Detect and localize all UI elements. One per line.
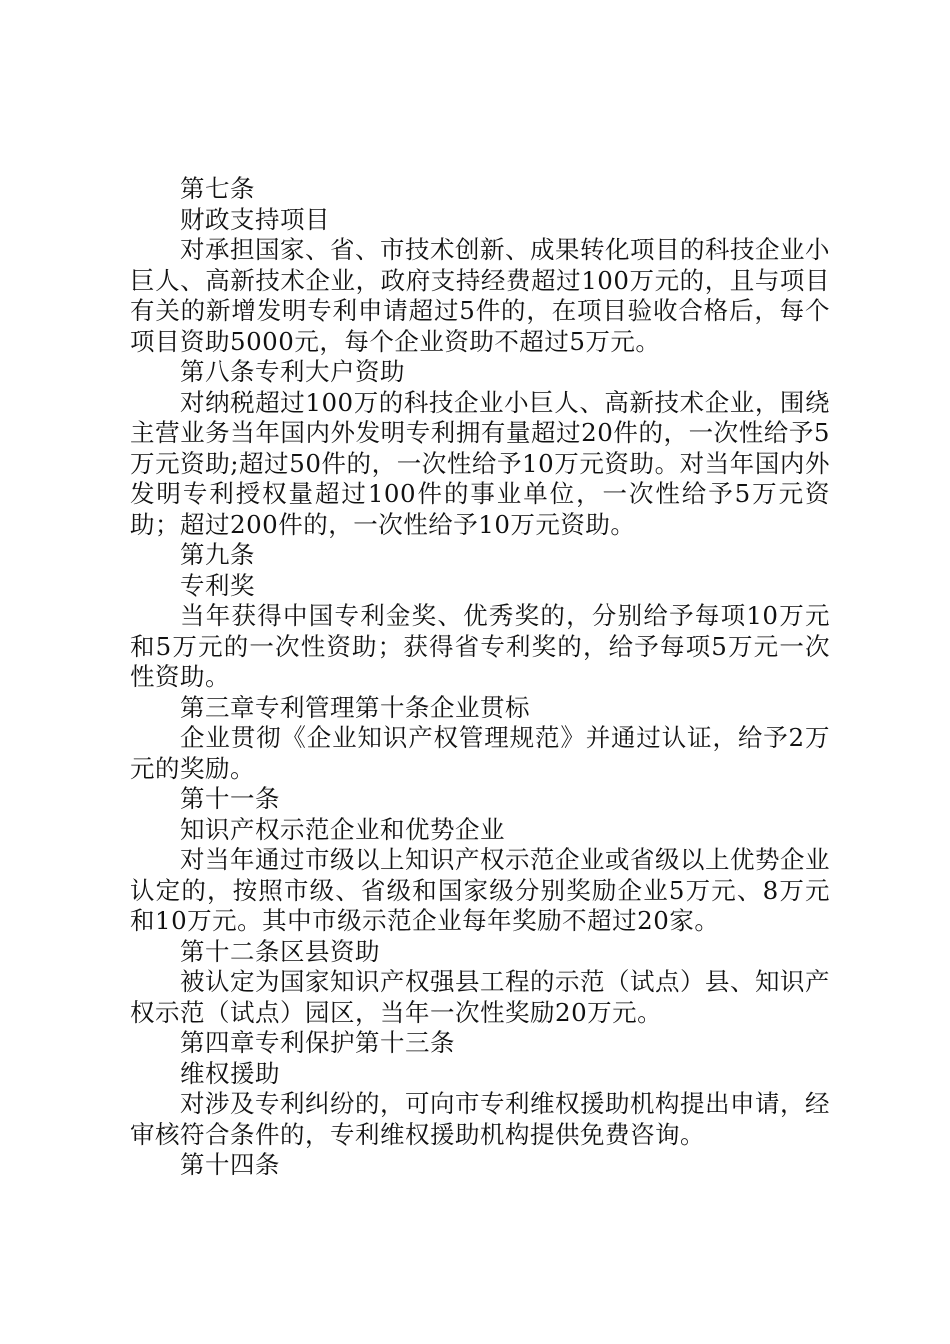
article-13-title: 维权援助	[180, 1058, 280, 1088]
article-10-body: 企业贯彻《企业知识产权管理规范》并通过认证，给予2万元的奖励。	[130, 723, 830, 783]
article-11-title: 知识产权示范企业和优势企业	[180, 814, 505, 844]
article-12-heading: 第十二条区县资助	[180, 936, 380, 966]
article-7-title: 财政支持项目	[180, 204, 330, 234]
article-9-heading: 第九条	[180, 540, 255, 569]
chapter-3-article-10-heading: 第三章专利管理第十条企业贯标	[180, 692, 530, 722]
article-11-body: 对当年通过市级以上知识产权示范企业或省级以上优势企业认定的，按照市级、省级和国家级分别奖励企业5万元、8万元和10万元。其中市级示范企业每年奖励不超过20家。	[130, 845, 830, 935]
article-14-heading: 第十四条	[180, 1150, 280, 1179]
article-8-body: 对纳税超过100万的科技企业小巨人、高新技术企业，围绕主营业务当年国内外发明专利拥有量超过20件的，一次性给予5万元资助;超过50件的，一次性给予10万元资助。对当年国内外发明专利授权量超过100件的事业单位，一次性给予5万元资助；超过200件的，一次性给予10万元资助。	[130, 387, 830, 539]
article-12-body: 被认定为国家知识产权强县工程的示范（试点）县、知识产权示范（试点）园区，当年一次性奖励20万元。	[130, 967, 830, 1027]
article-8-heading: 第八条专利大户资助	[180, 357, 405, 386]
article-7-heading: 第七条	[180, 174, 255, 203]
article-11-heading: 第十一条	[180, 784, 280, 813]
chapter-4-article-13-heading: 第四章专利保护第十三条	[180, 1028, 455, 1057]
article-9-title: 专利奖	[180, 570, 255, 600]
article-7-body: 对承担国家、省、市技术创新、成果转化项目的科技企业小巨人、高新技术企业，政府支持经费超过100万元的，且与项目有关的新增发明专利申请超过5件的，在项目验收合格后，每个项目资助5000元，每个企业资助不超过5万元。	[130, 235, 830, 356]
article-13-body: 对涉及专利纠纷的，可向市专利维权援助机构提出申请，经审核符合条件的，专利维权援助机构提供免费咨询。	[130, 1089, 830, 1149]
document-body	[130, 174, 830, 1181]
article-9-body: 当年获得中国专利金奖、优秀奖的，分别给予每项10万元和5万元的一次性资助；获得省专利奖的，给予每项5万元一次性资助。	[130, 601, 830, 691]
